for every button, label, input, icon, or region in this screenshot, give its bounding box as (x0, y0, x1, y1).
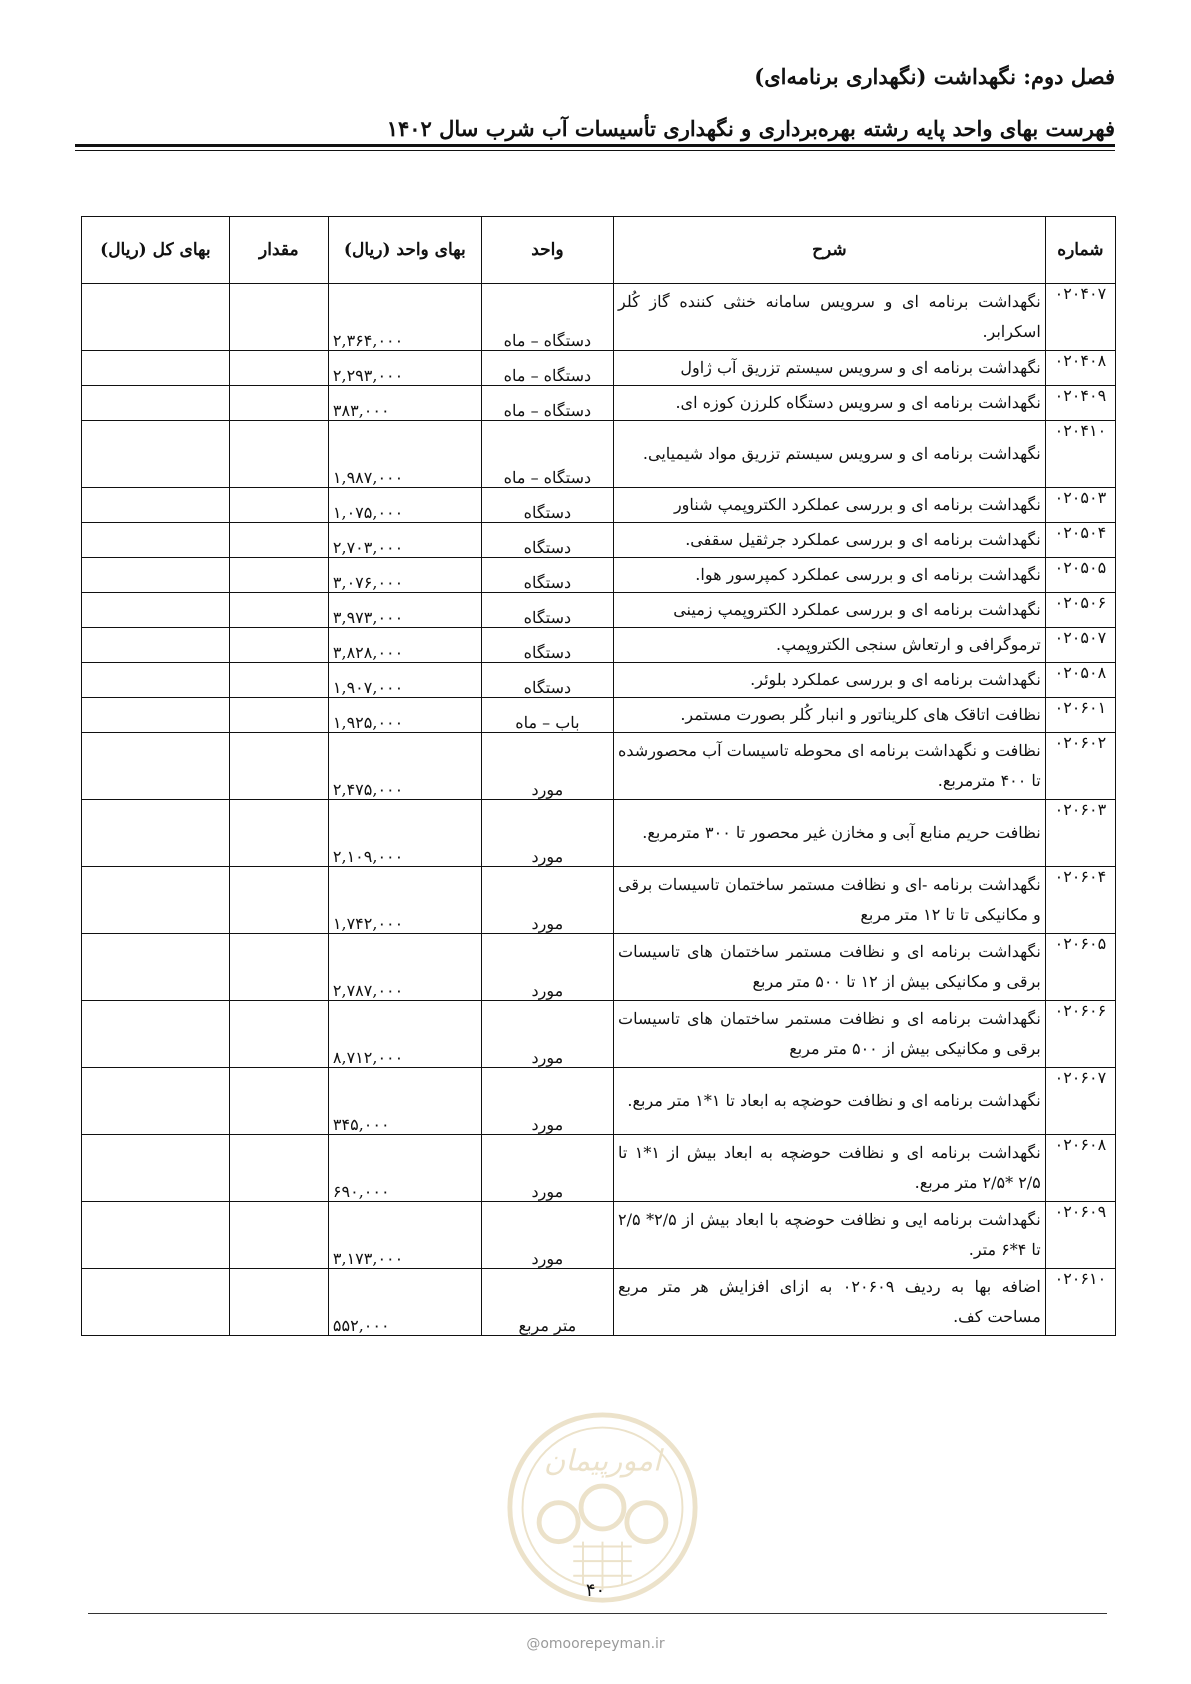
row-total-price (82, 1001, 230, 1068)
row-quantity (229, 1269, 328, 1336)
row-unit-price: ۵۵۲,۰۰۰ (328, 1269, 481, 1336)
row-unit: دستگاه (481, 593, 613, 628)
row-quantity (229, 558, 328, 593)
row-unit: مورد (481, 1202, 613, 1269)
row-description: نگهداشت برنامه ای و بررسی عملکرد جرثقیل سقفی. (614, 523, 1046, 558)
row-code: ۰۲۰۶۰۴ (1045, 867, 1115, 934)
row-total-price (82, 593, 230, 628)
table-row (82, 1135, 1116, 1202)
row-quantity (229, 1001, 328, 1068)
row-description: نگهداشت برنامه ای و بررسی عملکرد الکتروپمپ زمینی (614, 593, 1046, 628)
row-description: ترموگرافی و ارتعاش سنجی الکتروپمپ. (614, 628, 1046, 663)
row-total-price (82, 523, 230, 558)
column-header-unit: واحد (481, 217, 613, 284)
row-total-price (82, 934, 230, 1001)
row-quantity (229, 523, 328, 558)
row-total-price (82, 663, 230, 698)
row-description: نگهداشت برنامه ای و نظافت حوضچه به ابعاد بیش از ۱*۱ تا ۲/۵ *۲/۵ متر مربع. (614, 1135, 1046, 1202)
row-unit-price: ۲,۳۶۴,۰۰۰ (328, 284, 481, 351)
table-row (82, 593, 1116, 628)
row-total-price (82, 1135, 230, 1202)
row-quantity (229, 1135, 328, 1202)
row-code: ۰۲۰۵۰۸ (1045, 663, 1115, 698)
row-description: نگهداشت برنامه ای و سرویس سامانه خنثی کننده گاز کُلر اسکرابر. (614, 284, 1046, 351)
table-row (82, 386, 1116, 421)
row-code: ۰۲۰۵۰۷ (1045, 628, 1115, 663)
row-total-price (82, 558, 230, 593)
row-unit-price: ۲,۱۰۹,۰۰۰ (328, 800, 481, 867)
row-description: نگهداشت برنامه ای و نظافت مستمر ساختمان های تاسیسات برقی و مکانیکی بیش از ۵۰۰ متر مربع (614, 1001, 1046, 1068)
table-body (82, 284, 1116, 1336)
row-quantity (229, 934, 328, 1001)
row-quantity (229, 1068, 328, 1135)
row-total-price (82, 867, 230, 934)
row-unit-price: ۱,۹۲۵,۰۰۰ (328, 698, 481, 733)
watermark-text: امورپیمان (543, 1443, 662, 1478)
row-code: ۰۲۰۶۰۶ (1045, 1001, 1115, 1068)
row-unit: دستگاه (481, 558, 613, 593)
row-total-price (82, 698, 230, 733)
row-code: ۰۲۰۶۰۲ (1045, 733, 1115, 800)
table-row (82, 351, 1116, 386)
row-unit-price: ۳,۸۲۸,۰۰۰ (328, 628, 481, 663)
row-description: نگهداشت برنامه ای و بررسی عملکرد الکتروپمپ شناور (614, 488, 1046, 523)
row-description: نظافت و نگهداشت برنامه ای محوطه تاسیسات آب محصورشده تا ۴۰۰ مترمربع. (614, 733, 1046, 800)
row-total-price (82, 733, 230, 800)
row-quantity (229, 1202, 328, 1269)
row-unit: مورد (481, 733, 613, 800)
row-description: نگهداشت برنامه ای و بررسی عملکرد کمپرسور هوا. (614, 558, 1046, 593)
row-code: ۰۲۰۴۰۹ (1045, 386, 1115, 421)
row-quantity (229, 351, 328, 386)
table-row (82, 800, 1116, 867)
table-row (82, 558, 1116, 593)
row-unit-price: ۳۸۳,۰۰۰ (328, 386, 481, 421)
row-total-price (82, 351, 230, 386)
row-total-price (82, 1068, 230, 1135)
row-unit: دستگاه (481, 663, 613, 698)
row-unit: مورد (481, 934, 613, 1001)
table-row (82, 1202, 1116, 1269)
row-code: ۰۲۰۴۰۷ (1045, 284, 1115, 351)
table-row (82, 867, 1116, 934)
row-unit: دستگاه (481, 523, 613, 558)
table-row (82, 488, 1116, 523)
row-unit-price: ۸,۷۱۲,۰۰۰ (328, 1001, 481, 1068)
row-total-price (82, 284, 230, 351)
table-row (82, 1068, 1116, 1135)
row-unit: دستگاه – ماه (481, 386, 613, 421)
row-code: ۰۲۰۴۱۰ (1045, 421, 1115, 488)
row-description: اضافه بها به ردیف ۰۲۰۶۰۹ به ازای افزایش هر متر مربع مساحت کف. (614, 1269, 1046, 1336)
footer-rule (88, 1613, 1107, 1614)
row-total-price (82, 421, 230, 488)
website-watermark: @omoorepeyman.ir (526, 1636, 665, 1652)
row-unit: دستگاه (481, 488, 613, 523)
row-unit: مورد (481, 1135, 613, 1202)
row-code: ۰۲۰۵۰۶ (1045, 593, 1115, 628)
table-row (82, 1001, 1116, 1068)
row-unit-price: ۳,۰۷۶,۰۰۰ (328, 558, 481, 593)
table-row (82, 663, 1116, 698)
table-row (82, 1269, 1116, 1336)
row-total-price (82, 488, 230, 523)
row-total-price (82, 1269, 230, 1336)
row-unit: دستگاه – ماه (481, 421, 613, 488)
row-unit: مورد (481, 800, 613, 867)
row-description: نگهداشت برنامه -ای و نظافت مستمر ساختمان تاسیسات برقی و مکانیکی تا تا ۱۲ متر مربع (614, 867, 1046, 934)
row-quantity (229, 488, 328, 523)
header-rule-thin (75, 150, 1115, 151)
row-unit-price: ۱,۹۸۷,۰۰۰ (328, 421, 481, 488)
row-total-price (82, 1202, 230, 1269)
row-description: نگهداشت برنامه ای و نظافت حوضچه به ابعاد تا ۱*۱ متر مربع. (614, 1068, 1046, 1135)
table-row (82, 284, 1116, 351)
row-total-price (82, 800, 230, 867)
row-code: ۰۲۰۶۰۷ (1045, 1068, 1115, 1135)
row-quantity (229, 800, 328, 867)
row-unit: مورد (481, 1068, 613, 1135)
row-unit-price: ۱,۹۰۷,۰۰۰ (328, 663, 481, 698)
row-quantity (229, 733, 328, 800)
row-quantity (229, 663, 328, 698)
row-unit-price: ۳,۱۷۳,۰۰۰ (328, 1202, 481, 1269)
table-row (82, 523, 1116, 558)
column-header-unit-price: بهای واحد (ریال) (328, 217, 481, 284)
table-row (82, 421, 1116, 488)
row-description: نگهداشت برنامه ای و سرویس دستگاه کلرزن کوزه ای. (614, 386, 1046, 421)
page-header (75, 62, 1115, 144)
row-description: نگهداشت برنامه ای و سرویس سیستم تزریق مواد شیمیایی. (614, 421, 1046, 488)
row-unit-price: ۶۹۰,۰۰۰ (328, 1135, 481, 1202)
row-code: ۰۲۰۴۰۸ (1045, 351, 1115, 386)
row-quantity (229, 593, 328, 628)
row-unit: دستگاه – ماه (481, 284, 613, 351)
table-row (82, 934, 1116, 1001)
row-unit: مورد (481, 1001, 613, 1068)
table-row (82, 733, 1116, 800)
row-code: ۰۲۰۵۰۵ (1045, 558, 1115, 593)
row-description: نگهداشت برنامه ای و بررسی عملکرد بلوئر. (614, 663, 1046, 698)
chapter-title: فصل دوم: نگهداشت (نگهداری برنامه‌ای) (754, 64, 1115, 89)
row-unit-price: ۱,۰۷۵,۰۰۰ (328, 488, 481, 523)
row-unit: باب – ماه (481, 698, 613, 733)
column-header-quantity: مقدار (229, 217, 328, 284)
row-code: ۰۲۰۶۰۹ (1045, 1202, 1115, 1269)
document-title: فهرست بهای واحد پایه رشته بهره‌برداری و نگهداری تأسیسات آب شرب سال ۱۴۰۲ (386, 116, 1115, 141)
row-code: ۰۲۰۶۰۳ (1045, 800, 1115, 867)
column-header-code: شماره (1045, 217, 1115, 284)
row-unit: دستگاه (481, 628, 613, 663)
row-unit: متر مربع (481, 1269, 613, 1336)
row-total-price (82, 386, 230, 421)
row-unit: دستگاه – ماه (481, 351, 613, 386)
row-description: نگهداشت برنامه ای و نظافت مستمر ساختمان های تاسیسات برقی و مکانیکی بیش از ۱۲ تا ۵۰۰ متر مربع (614, 934, 1046, 1001)
row-quantity (229, 421, 328, 488)
header-rule-thick (75, 144, 1115, 147)
row-code: ۰۲۰۵۰۳ (1045, 488, 1115, 523)
row-description: نظافت حریم منابع آبی و مخازن غیر محصور تا ۳۰۰ مترمربع. (614, 800, 1046, 867)
row-quantity (229, 628, 328, 663)
page-number: ۴۰ (585, 1580, 606, 1601)
column-header-total-price: بهای کل (ریال) (82, 217, 230, 284)
row-description: نظافت اتاقک های کلریناتور و انبار کُلر بصورت مستمر. (614, 698, 1046, 733)
row-quantity (229, 284, 328, 351)
watermark-logo (505, 1410, 700, 1605)
row-code: ۰۲۰۶۰۱ (1045, 698, 1115, 733)
row-unit-price: ۲,۴۷۵,۰۰۰ (328, 733, 481, 800)
row-unit-price: ۱,۷۴۲,۰۰۰ (328, 867, 481, 934)
row-code: ۰۲۰۵۰۴ (1045, 523, 1115, 558)
table-row (82, 698, 1116, 733)
row-quantity (229, 386, 328, 421)
row-unit-price: ۲,۲۹۳,۰۰۰ (328, 351, 481, 386)
row-unit: مورد (481, 867, 613, 934)
row-quantity (229, 698, 328, 733)
table-header-row (82, 217, 1116, 284)
row-description: نگهداشت برنامه ای و سرویس سیستم تزریق آب ژاول (614, 351, 1046, 386)
row-code: ۰۲۰۶۰۸ (1045, 1135, 1115, 1202)
row-unit-price: ۲,۷۸۷,۰۰۰ (328, 934, 481, 1001)
row-code: ۰۲۰۶۱۰ (1045, 1269, 1115, 1336)
row-unit-price: ۳,۹۷۳,۰۰۰ (328, 593, 481, 628)
row-code: ۰۲۰۶۰۵ (1045, 934, 1115, 1001)
price-list-table (81, 216, 1116, 1336)
row-unit-price: ۲,۷۰۳,۰۰۰ (328, 523, 481, 558)
row-total-price (82, 628, 230, 663)
row-description: نگهداشت برنامه ایی و نظافت حوضچه با ابعاد بیش از ۲/۵* ۲/۵ تا ۴*۶ متر. (614, 1202, 1046, 1269)
table-row (82, 628, 1116, 663)
column-header-description: شرح (614, 217, 1046, 284)
row-quantity (229, 867, 328, 934)
row-unit-price: ۳۴۵,۰۰۰ (328, 1068, 481, 1135)
